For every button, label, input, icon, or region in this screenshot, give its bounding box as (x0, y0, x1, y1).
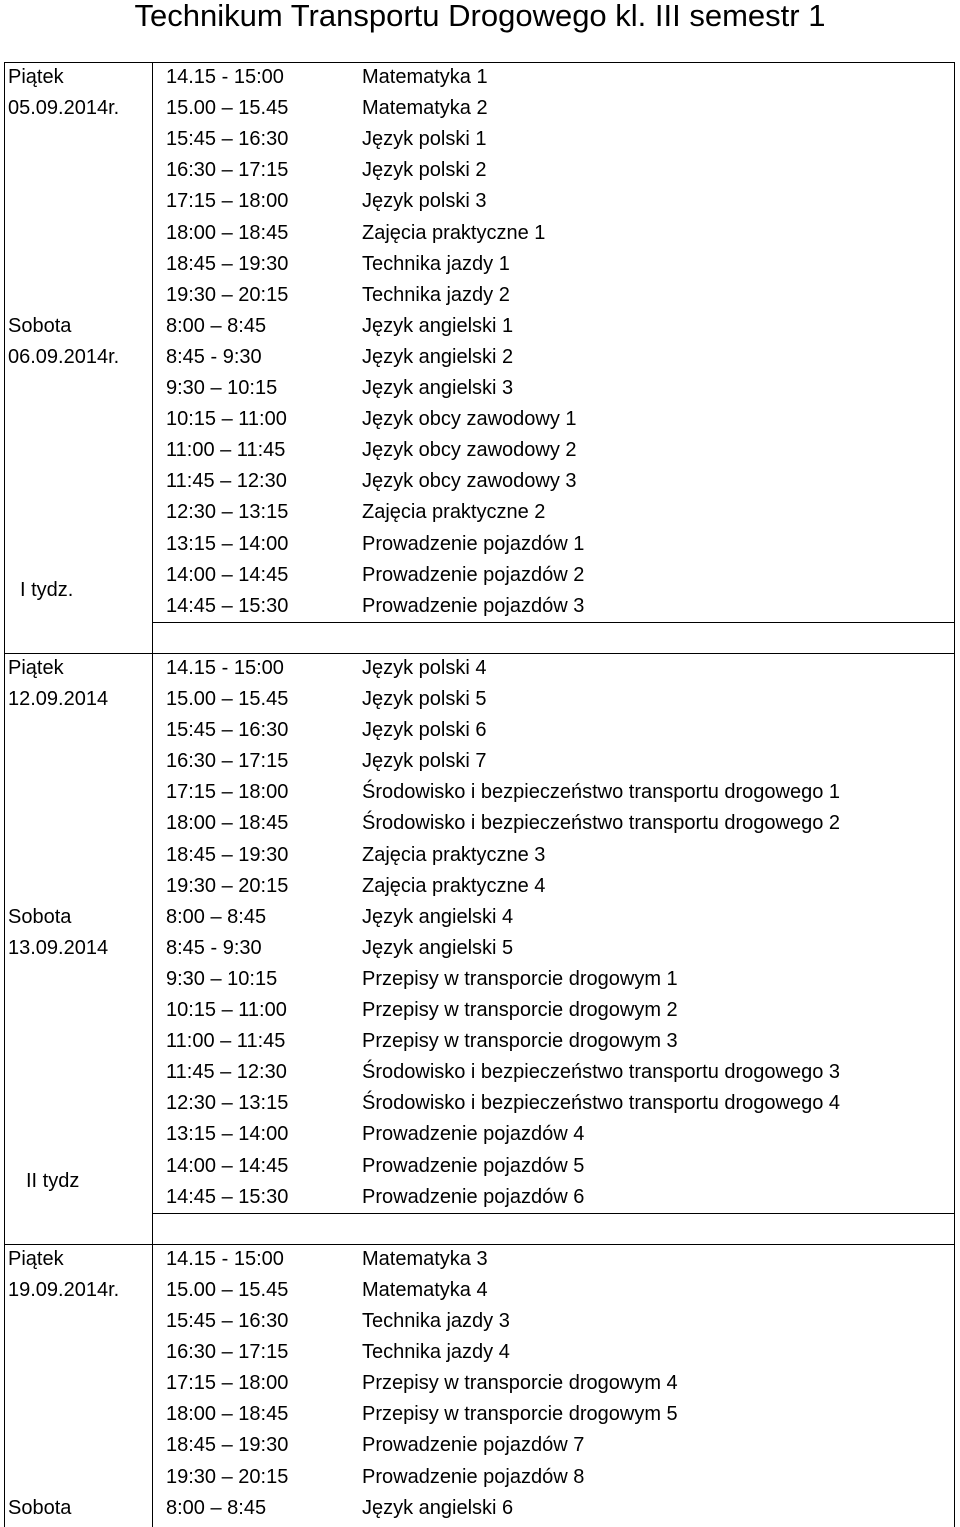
day-name: Piątek (8, 66, 64, 88)
lesson-time: 18:45 – 19:30 (166, 843, 289, 866)
lesson-subject: Język polski 6 (362, 719, 487, 742)
lesson-subject: Środowisko i bezpieczeństwo transportu drogowego 3 (362, 1061, 841, 1084)
schedule-row (153, 1275, 955, 1306)
schedule-row (153, 466, 955, 497)
lesson-time: 13:15 – 14:00 (166, 532, 289, 555)
lesson-subject: Prowadzenie pojazdów 1 (362, 532, 585, 555)
lesson-subject: Środowisko i bezpieczeństwo transportu drogowego 4 (362, 1092, 841, 1115)
lesson-time: 11:00 – 11:45 (166, 1030, 286, 1053)
lesson-subject: Język angielski 3 (362, 377, 514, 399)
lesson-subject: Prowadzenie pojazdów 3 (362, 594, 585, 617)
lesson-time: 16:30 – 17:15 (166, 159, 289, 182)
week-label: II tydz (26, 1170, 80, 1193)
lesson-subject: Matematyka 3 (362, 1247, 488, 1270)
schedule-row (153, 280, 955, 311)
lesson-subject: Język obcy zawodowy 1 (362, 408, 577, 431)
lesson-subject: Język angielski 2 (362, 345, 514, 368)
lesson-time: 15:45 – 16:30 (166, 719, 289, 742)
schedule-row (153, 715, 955, 746)
lesson-time: 14:00 – 14:45 (166, 1154, 289, 1177)
lesson-subject: Środowisko i bezpieczeństwo transportu drogowego 1 (362, 781, 841, 804)
lesson-time: 18:00 – 18:45 (166, 1403, 289, 1426)
schedule-row (153, 1430, 955, 1461)
lesson-subject: Język polski 3 (362, 190, 487, 213)
lesson-time: 15.00 – 15.45 (166, 97, 289, 120)
lesson-time: 13:15 – 14:00 (166, 1123, 289, 1146)
schedule-row (153, 808, 955, 839)
schedule-row (153, 1462, 955, 1493)
lesson-subject: Technika jazdy 4 (362, 1341, 510, 1364)
schedule-row (153, 1399, 955, 1430)
lesson-time: 18:00 – 18:45 (166, 812, 289, 835)
lesson-subject: Zajęcia praktyczne 2 (362, 501, 546, 524)
lesson-subject: Język polski 5 (362, 688, 487, 710)
day-name: Piątek (8, 1247, 64, 1270)
lesson-time: 17:15 – 18:00 (166, 781, 289, 804)
day-date: 19.09.2014r. (8, 1278, 120, 1301)
lesson-subject: Prowadzenie pojazdów 4 (362, 1123, 585, 1146)
lesson-time: 15:45 – 16:30 (166, 128, 289, 151)
schedule-row (153, 1057, 955, 1088)
schedule-row (153, 840, 955, 871)
lesson-subject: Język polski 2 (362, 159, 487, 182)
lesson-time: 11:45 – 12:30 (166, 1061, 287, 1084)
schedule-row (153, 591, 955, 622)
day-date: 05.09.2014r. (8, 97, 120, 120)
schedule-row (153, 529, 955, 560)
row-separator (152, 622, 955, 623)
schedule-row (153, 746, 955, 777)
week-label: I tydz. (20, 579, 74, 602)
lesson-subject: Język angielski 5 (362, 936, 514, 959)
lesson-time: 17:15 – 18:00 (166, 190, 289, 213)
schedule-row (153, 404, 955, 435)
schedule-row (153, 777, 955, 808)
day-name: Piątek (8, 656, 64, 679)
schedule-row (153, 93, 955, 124)
schedule-row (153, 964, 955, 995)
lesson-time: 10:15 – 11:00 (166, 999, 287, 1021)
lesson-time: 18:00 – 18:45 (166, 221, 289, 244)
lesson-subject: Język polski 1 (362, 128, 487, 151)
lesson-time: 15.00 – 15.45 (166, 1278, 289, 1301)
lesson-time: 16:30 – 17:15 (166, 750, 289, 773)
schedule-row (153, 902, 955, 933)
lesson-subject: Język angielski 1 (362, 314, 514, 337)
lesson-subject: Prowadzenie pojazdów 6 (362, 1185, 585, 1208)
lesson-subject: Matematyka 2 (362, 97, 488, 120)
day-date: 06.09.2014r. (8, 345, 120, 368)
schedule-row (153, 1493, 955, 1524)
lesson-time: 19:30 – 20:15 (166, 283, 289, 306)
lesson-subject: Technika jazdy 2 (362, 283, 510, 306)
day-name: Sobota (8, 905, 72, 928)
schedule-row (153, 1337, 955, 1368)
lesson-time: 15.00 – 15.45 (166, 688, 289, 710)
lesson-subject: Matematyka 4 (362, 1278, 488, 1301)
schedule-row (153, 497, 955, 528)
lesson-time: 11:00 – 11:45 (166, 439, 286, 462)
lesson-subject: Środowisko i bezpieczeństwo transportu drogowego 2 (362, 812, 841, 835)
lesson-subject: Język angielski 4 (362, 905, 514, 928)
schedule-row (153, 342, 955, 373)
schedule-row (153, 62, 955, 93)
schedule-row (153, 622, 955, 653)
day-date: 12.09.2014 (8, 688, 109, 710)
lesson-time: 9:30 – 10:15 (166, 967, 278, 990)
schedule-row (153, 1119, 955, 1150)
day-name: Sobota (8, 314, 72, 337)
lesson-subject: Przepisy w transporcie drogowym 5 (362, 1403, 678, 1426)
lesson-time: 10:15 – 11:00 (166, 408, 287, 431)
lesson-time: 9:30 – 10:15 (166, 377, 278, 399)
schedule-row (153, 1213, 955, 1244)
lesson-subject: Język polski 4 (362, 656, 487, 679)
schedule-row (153, 871, 955, 902)
day-name: Sobota (8, 1496, 72, 1519)
schedule-row (153, 1368, 955, 1399)
lesson-time: 8:45 - 9:30 (166, 345, 262, 368)
lesson-time: 12:30 – 13:15 (166, 501, 289, 524)
schedule-row (153, 218, 955, 249)
lesson-time: 14:00 – 14:45 (166, 563, 289, 586)
schedule-row (153, 1182, 955, 1213)
schedule-row (153, 373, 955, 404)
lesson-subject: Zajęcia praktyczne 3 (362, 843, 546, 866)
lesson-subject: Prowadzenie pojazdów 2 (362, 563, 585, 586)
lesson-time: 14.15 - 15:00 (166, 66, 284, 88)
lesson-subject: Język obcy zawodowy 3 (362, 470, 577, 493)
schedule-row (153, 1151, 955, 1182)
lesson-subject: Język polski 7 (362, 750, 487, 773)
lesson-time: 8:00 – 8:45 (166, 1496, 267, 1519)
lesson-subject: Technika jazdy 1 (362, 252, 510, 275)
schedule-row (153, 1026, 955, 1057)
lesson-time: 14.15 - 15:00 (166, 1247, 284, 1270)
lesson-time: 14.15 - 15:00 (166, 656, 284, 679)
lesson-subject: Matematyka 1 (362, 66, 488, 88)
lesson-subject: Przepisy w transporcie drogowym 1 (362, 967, 678, 990)
lesson-time: 18:45 – 19:30 (166, 1434, 289, 1457)
schedule-row (153, 186, 955, 217)
lesson-time: 8:00 – 8:45 (166, 905, 267, 928)
lesson-subject: Język obcy zawodowy 2 (362, 439, 577, 462)
lesson-time: 8:00 – 8:45 (166, 314, 267, 337)
lesson-time: 19:30 – 20:15 (166, 874, 289, 897)
schedule-row (153, 684, 955, 715)
schedule-row (153, 653, 955, 684)
lesson-subject: Zajęcia praktyczne 1 (362, 221, 546, 244)
schedule-row (153, 1244, 955, 1275)
schedule-row (153, 1088, 955, 1119)
schedule-row (153, 249, 955, 280)
lesson-time: 11:45 – 12:30 (166, 470, 287, 493)
lesson-subject: Prowadzenie pojazdów 8 (362, 1465, 585, 1488)
lesson-time: 14:45 – 15:30 (166, 1185, 289, 1208)
schedule-row (153, 1306, 955, 1337)
lesson-subject: Prowadzenie pojazdów 7 (362, 1434, 585, 1457)
schedule-row (153, 155, 955, 186)
schedule-row (153, 311, 955, 342)
schedule-row (153, 124, 955, 155)
lesson-time: 12:30 – 13:15 (166, 1092, 289, 1115)
schedule-row (153, 560, 955, 591)
schedule-row (153, 435, 955, 466)
schedule-row (153, 995, 955, 1026)
lesson-subject: Prowadzenie pojazdów 5 (362, 1154, 585, 1177)
lesson-time: 8:45 - 9:30 (166, 936, 262, 959)
lesson-time: 16:30 – 17:15 (166, 1341, 289, 1364)
lesson-subject: Przepisy w transporcie drogowym 3 (362, 1030, 678, 1053)
lesson-time: 15:45 – 16:30 (166, 1310, 289, 1332)
lesson-subject: Zajęcia praktyczne 4 (362, 874, 546, 897)
lesson-subject: Technika jazdy 3 (362, 1310, 510, 1332)
row-separator (152, 1213, 955, 1214)
lesson-subject: Język angielski 6 (362, 1496, 514, 1519)
lesson-subject: Przepisy w transporcie drogowym 2 (362, 999, 678, 1021)
page-title: Technikum Transportu Drogowego kl. III semestr 1 (134, 0, 826, 33)
schedule-row (153, 933, 955, 964)
day-date: 13.09.2014 (8, 936, 109, 959)
lesson-time: 14:45 – 15:30 (166, 594, 289, 617)
lesson-time: 19:30 – 20:15 (166, 1465, 289, 1488)
lesson-subject: Przepisy w transporcie drogowym 4 (362, 1372, 678, 1395)
lesson-time: 18:45 – 19:30 (166, 252, 289, 275)
lesson-time: 17:15 – 18:00 (166, 1372, 289, 1395)
